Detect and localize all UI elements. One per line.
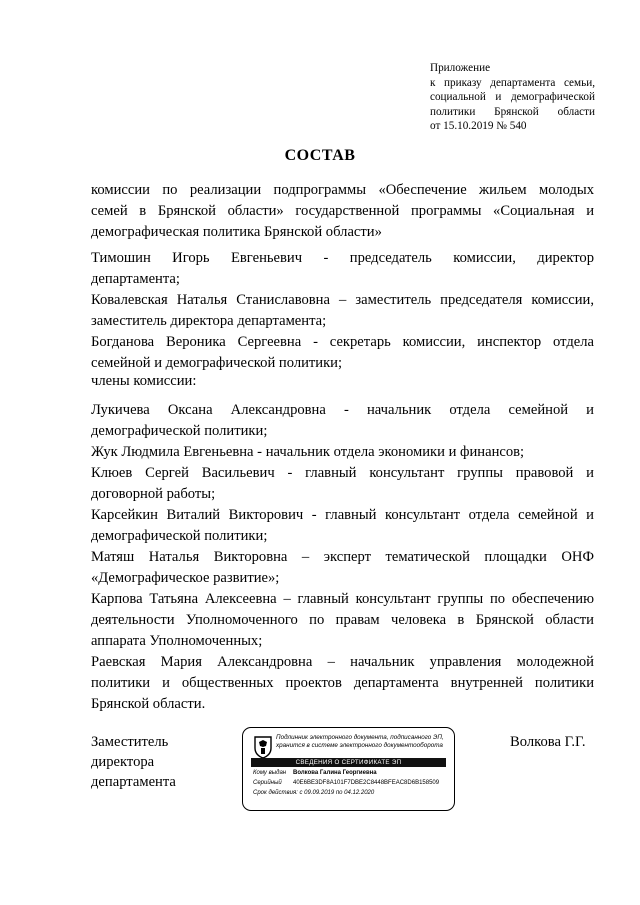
members-heading-text: члены комиссии: <box>91 373 197 389</box>
appendix-line: социальной и демографической <box>430 91 595 104</box>
member-line: Карпова Татьяна Алексеевна – главный консультант группы по обеспечению <box>91 591 594 607</box>
appendix-line: к приказу департамента семьи, <box>430 76 595 89</box>
member-line: Брянской области. <box>91 696 206 712</box>
document-title: СОСТАВ <box>284 147 356 164</box>
member-line: политики и общественных проектов департамента внутренней политики <box>91 675 594 691</box>
electronic-signature-stamp <box>242 727 455 811</box>
intro-paragraph <box>91 180 594 243</box>
signatory-position-line: директора <box>91 754 155 770</box>
leadership-line: Тимошин Игорь Евгеньевич - председатель комиссии, директор <box>91 250 594 266</box>
member-line: Жук Людмила Евгеньевна - начальник отдела экономики и финансов; <box>91 444 525 460</box>
leadership-line: семейной и демографической политики; <box>91 355 343 371</box>
member-line: аппарата Уполномоченных; <box>91 633 263 649</box>
stamp-notice-line: хранится в системе электронного документооборота <box>276 742 443 749</box>
member-line: Карсейкин Виталий Викторович - главный консультант отдела семейной и <box>91 507 594 523</box>
stamp-notice-line: Подлинник электронного документа, подписанного ЭП, <box>276 734 444 741</box>
stamp-validity: Срок действия: с 09.09.2019 по 04.12.2020 <box>253 790 375 796</box>
appendix-line: политики Брянской области <box>430 105 595 118</box>
intro-line: семей в Брянской области» государственной программы «Социальная и <box>91 203 594 219</box>
appendix-line: Приложение <box>430 62 491 74</box>
stamp-serial-value: 40E6BE3DF8A101F7DBE2C8448BFEAC8D6B158509 <box>293 780 440 786</box>
stamp-serial-row <box>253 780 439 786</box>
member-line: Лукичева Оксана Александровна - начальник отдела семейной и <box>91 402 594 418</box>
leadership-line: департамента; <box>91 271 180 287</box>
member-line: договорной работы; <box>91 486 216 502</box>
members-list <box>91 400 594 715</box>
signatory-position-line: департамента <box>91 774 176 790</box>
member-line: деятельности Уполномоченного по правам человека в Брянской области <box>91 612 594 628</box>
member-line: демографической политики; <box>91 423 268 439</box>
appendix-header <box>430 61 595 134</box>
member-line: Матяш Наталья Викторовна – эксперт тематической площадки ОНФ <box>91 549 594 565</box>
stamp-notice <box>276 734 444 750</box>
stamp-serial-label: Серийный <box>253 780 282 786</box>
members-heading <box>91 371 594 392</box>
stamp-certificate-heading: СВЕДЕНИЯ О СЕРТИФИКАТЕ ЭП <box>251 758 446 767</box>
appendix-date-line: от 15.10.2019 № 540 <box>430 120 527 133</box>
leadership-line: Ковалевская Наталья Станиславовна – заместитель председателя комиссии, <box>91 292 594 308</box>
intro-line: демографическая политика Брянской области» <box>91 224 382 240</box>
stamp-owner-label: Кому выдан <box>253 770 287 776</box>
member-line: Раевская Мария Александровна – начальник управления молодежной <box>91 654 594 670</box>
leadership-list <box>91 248 594 374</box>
coat-of-arms-icon <box>253 735 273 759</box>
member-line: демографической политики; <box>91 528 268 544</box>
member-line: Клюев Сергей Васильевич - главный консультант группы правовой и <box>91 465 594 481</box>
stamp-owner-row <box>253 770 377 776</box>
intro-line: комиссии по реализации подпрограммы «Обеспечение жильем молодых <box>91 182 594 198</box>
leadership-line: заместитель директора департамента; <box>91 313 327 329</box>
signatory-position <box>91 732 176 792</box>
leadership-line: Богданова Вероника Сергеевна - секретарь комиссии, инспектор отдела <box>91 334 594 350</box>
member-line: «Демографическое развитие»; <box>91 570 280 586</box>
stamp-owner-value: Волкова Галина Георгиевна <box>293 770 377 776</box>
signatory-name: Волкова Г.Г. <box>510 734 586 750</box>
signatory-position-line: Заместитель <box>91 734 169 750</box>
